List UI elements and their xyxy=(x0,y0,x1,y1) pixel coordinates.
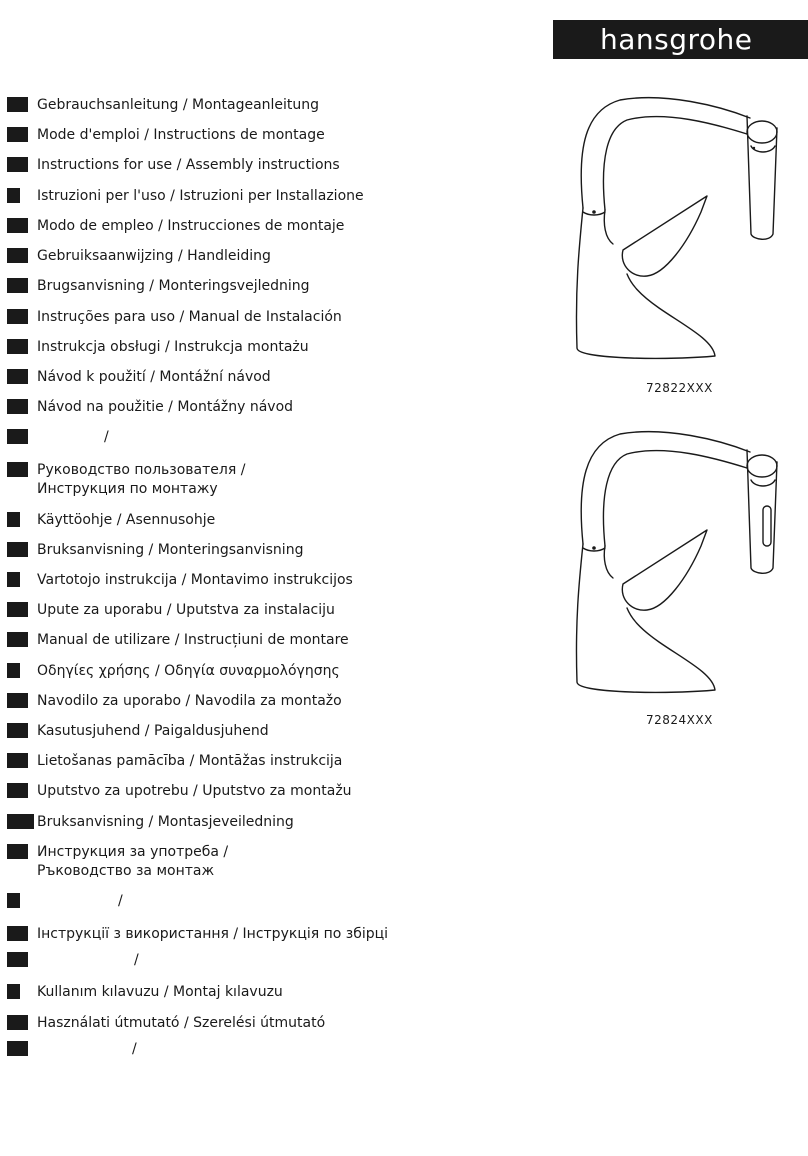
language-label: Navodilo za uporabo / Navodila za montažo xyxy=(37,693,342,709)
language-item xyxy=(7,368,271,387)
flag-icon xyxy=(7,844,28,859)
language-label: Modo de empleo / Instrucciones de montaje xyxy=(37,218,345,234)
flag-icon xyxy=(7,723,28,738)
language-label: Használati útmutató / Szerelési útmutató xyxy=(37,1015,326,1031)
flag-icon xyxy=(7,602,28,617)
flag-icon xyxy=(7,984,20,999)
language-item xyxy=(7,925,388,944)
language-label: Manual de utilizare / Instrucțiuni de montare xyxy=(37,632,349,648)
language-label: Bruksanvisning / Montasjeveiledning xyxy=(37,814,294,830)
language-item xyxy=(7,511,215,530)
language-label: / xyxy=(118,893,123,909)
language-item xyxy=(7,217,344,236)
language-label: / xyxy=(104,429,109,445)
flag-icon xyxy=(7,248,28,263)
flag-icon xyxy=(7,572,20,587)
flag-icon xyxy=(7,814,34,829)
language-label: Instrukcja obsługi / Instrukcja montażu xyxy=(37,339,309,355)
language-item xyxy=(7,1040,137,1059)
flag-icon xyxy=(7,952,28,967)
language-label: Instructions for use / Assembly instructions xyxy=(37,157,340,173)
language-item xyxy=(7,1014,325,1033)
flag-icon xyxy=(7,1041,28,1056)
language-item xyxy=(7,631,349,650)
flag-icon xyxy=(7,632,28,647)
language-item xyxy=(7,662,340,681)
language-label: Upute za uporabu / Uputstva za instalaciju xyxy=(37,602,335,618)
language-item xyxy=(7,398,293,417)
language-item xyxy=(7,461,245,499)
language-item xyxy=(7,277,310,296)
language-label: / xyxy=(134,952,139,968)
language-label: Руководство пользователя / Инструкция по монтажу xyxy=(37,462,246,497)
flag-icon xyxy=(7,753,28,768)
flag-icon xyxy=(7,926,28,941)
language-item xyxy=(7,247,271,266)
language-label: Lietošanas pamācība / Montāžas instrukcija xyxy=(37,753,343,769)
language-label: Gebrauchsanleitung / Montageanleitung xyxy=(37,97,320,113)
flag-icon xyxy=(7,542,28,557)
language-item xyxy=(7,187,364,206)
language-label: Uputstvo za upotrebu / Uputstvo za montažu xyxy=(37,783,352,799)
language-item xyxy=(7,692,342,711)
flag-icon xyxy=(7,218,28,233)
flag-icon xyxy=(7,278,28,293)
language-item xyxy=(7,601,335,620)
language-item xyxy=(7,951,139,970)
flag-icon xyxy=(7,127,28,142)
language-label: Bruksanvisning / Monteringsanvisning xyxy=(37,542,304,558)
language-item xyxy=(7,843,228,881)
flag-icon xyxy=(7,157,28,172)
language-item xyxy=(7,571,353,590)
language-item xyxy=(7,308,342,327)
language-item xyxy=(7,983,283,1002)
language-item xyxy=(7,752,342,771)
language-item xyxy=(7,126,325,145)
brand-logo: hansgrohe xyxy=(553,20,808,59)
language-label: Instruções para uso / Manual de Instalación xyxy=(37,309,342,325)
language-item xyxy=(7,722,269,741)
language-item xyxy=(7,338,309,357)
product-code: 72822XXX xyxy=(646,381,713,395)
language-label: Kullanım kılavuzu / Montaj kılavuzu xyxy=(37,984,283,1000)
flag-icon xyxy=(7,663,20,678)
flag-icon xyxy=(7,309,28,324)
language-item xyxy=(7,541,303,560)
faucet-illustration-72824 xyxy=(555,422,795,702)
language-label: Istruzioni per l'uso / Istruzioni per Installazione xyxy=(37,188,364,204)
language-label: Käyttöohje / Asennusohje xyxy=(37,512,216,528)
flag-icon xyxy=(7,1015,28,1030)
language-label: Инструкция за употреба / Ръководство за монтаж xyxy=(37,844,229,879)
flag-icon xyxy=(7,399,28,414)
flag-icon xyxy=(7,97,28,112)
flag-icon xyxy=(7,693,28,708)
language-label: Οδηγίες χρήσης / Οδηγία συναρμολόγησης xyxy=(37,663,340,679)
product-code: 72824XXX xyxy=(646,713,713,727)
faucet-illustration-72822 xyxy=(555,88,795,368)
language-label: Návod k použití / Montážní návod xyxy=(37,369,271,385)
language-item xyxy=(7,813,294,832)
language-item xyxy=(7,156,340,175)
language-item xyxy=(7,782,352,801)
flag-icon xyxy=(7,462,28,477)
language-label: Mode d'emploi / Instructions de montage xyxy=(37,127,325,143)
language-item xyxy=(7,892,123,911)
language-item xyxy=(7,96,319,115)
flag-icon xyxy=(7,783,28,798)
flag-icon xyxy=(7,893,20,908)
flag-icon xyxy=(7,369,28,384)
language-label: Інструкції з використання / Інструкція по збірці xyxy=(37,926,389,942)
language-label: Brugsanvisning / Monteringsvejledning xyxy=(37,278,310,294)
language-label: / xyxy=(132,1041,137,1057)
flag-icon xyxy=(7,429,28,444)
language-item xyxy=(7,428,109,447)
language-label: Vartotojo instrukcija / Montavimo instrukcijos xyxy=(37,572,353,588)
language-label: Kasutusjuhend / Paigaldusjuhend xyxy=(37,723,269,739)
flag-icon xyxy=(7,339,28,354)
language-label: Návod na použitie / Montážny návod xyxy=(37,399,294,415)
flag-icon xyxy=(7,188,20,203)
language-label: Gebruiksaanwijzing / Handleiding xyxy=(37,248,271,264)
flag-icon xyxy=(7,512,20,527)
